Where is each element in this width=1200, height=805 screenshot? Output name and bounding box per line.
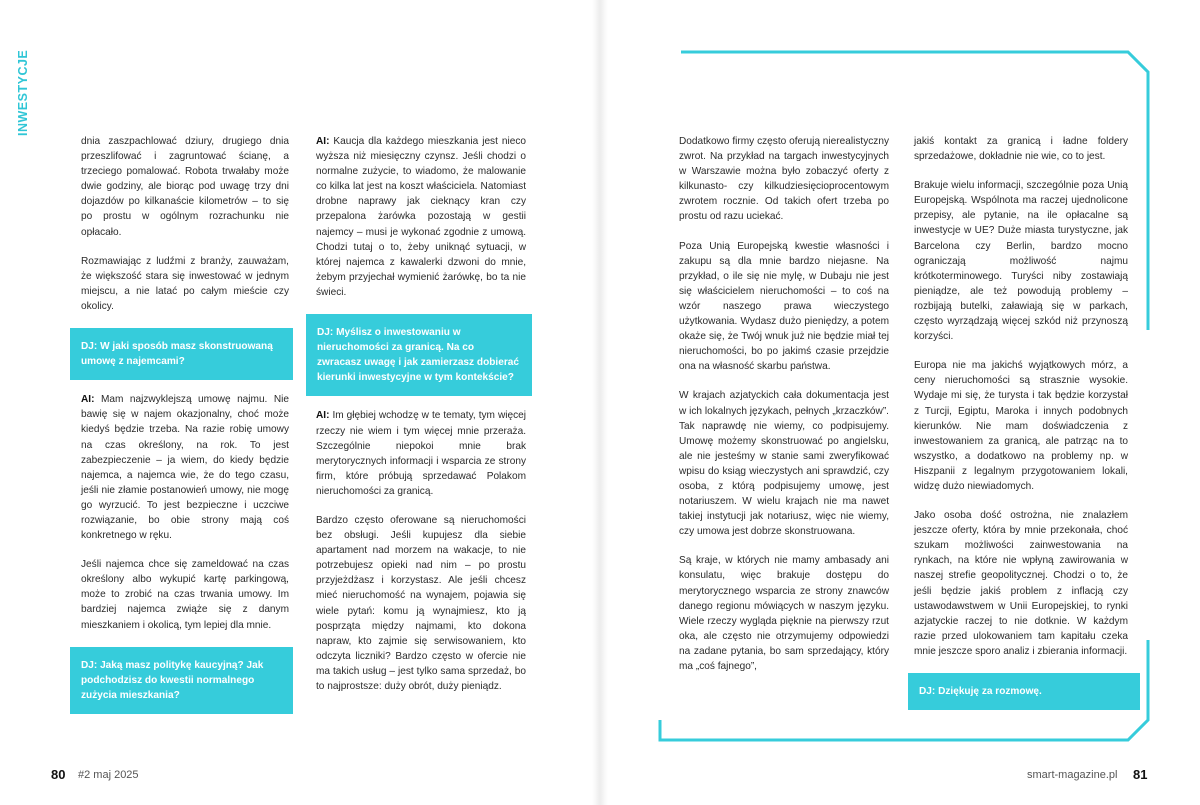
- answer-text: Kaucja dla każdego mieszkania jest nieco wyższa niż miesięczny czynsz. Jeśli chodzi o normalne zużycie, to wiadomo, że malowanie co kilka lat jest na koszt właściciela. Natomiast drobne naprawy jak cieknący kran czy przepalona żarówka pozostają w gestii najemcy – musi je wykonać zgodnie z umową. Chodzi tutaj o to, żeby uniknąć sytuacji, w której najemca z kawalerki dzwoni do mnie, żebym przyjechał wymienić żarówkę, bo ta nie świeci.: [316, 136, 526, 298]
- page-number-left: 80: [51, 767, 66, 782]
- paragraph: jakiś kontakt za granicą i ładne foldery sprzedażowe, dokładnie nie wie, co to jest.: [914, 136, 1128, 163]
- column-4: [914, 134, 1128, 722]
- question-box: DJ: Jaką masz politykę kaucyjną? Jak podchodzisz do kwestii normalnego zużycia mieszkania?: [70, 647, 293, 714]
- question-box: DJ: Dziękuję za rozmowę.: [908, 673, 1140, 710]
- section-label: INWESTYCJE: [16, 49, 30, 136]
- paragraph: Jako osoba dość ostrożna, nie znalazłem jeszcze oferty, która by mnie przekonała, choć szukam możliwości zainwestowania na rynkach, na które nie wpłyną zawirowania w naszej strefie geopolitycznej. Chodzi o to, że jeśli będzie jakiś problem z inflacją czy ustawodawstwem w Unii Europejskiej, to rynki azjatyckie raczej to nie dotknie. W każdym razie przed ulokowaniem tam kapitału czeka mnie jeszcze sporo analiz i zbierania informacji.: [914, 510, 1128, 657]
- answer-paragraph: [316, 408, 526, 499]
- question-box: DJ: W jaki sposób masz skonstruowaną umowę z najemcami?: [70, 328, 293, 380]
- question-box: DJ: Myślisz o inwestowaniu w nieruchomości za granicą. Na co zwracasz uwagę i jak zamierzasz dobierać kierunki inwestycyjne w tym kontekście?: [306, 314, 532, 396]
- speaker-label: AI:: [81, 394, 95, 406]
- column-1: [81, 134, 289, 726]
- page-number-right: 81: [1133, 767, 1148, 782]
- paragraph: Rozmawiając z ludźmi z branży, zauważam, że większość stara się inwestować w jednym miejscu, a nie latać po całym mieście czy okolicy.: [81, 255, 289, 312]
- speaker-label: AI:: [316, 410, 330, 422]
- paragraph: Poza Unią Europejską kwestie własności i zakupu są dla mnie bardzo niejasne. Na przykład, o ile się nie mylę, w Dubaju nie jest się właścicielem nieruchomości – to coś na wzór naszego prawa wieczystego użytkowania. Wydasz dużo pieniędzy, a potem okaże się, że Twój wnuk już nie będzie miał tej nieruchomości, bo po jakimś czasie przejdzie ona na własność skarbu państwa.: [679, 240, 889, 373]
- paragraph: Dodatkowo firmy często oferują nierealistyczny zwrot. Na przykład na targach inwestycyjnych w Warszawie można było zobaczyć oferty z kilkunasto- czy kilkudziesięcioprocentowym zwrotem rocznie. Od takich ofert trzeba po prostu od razu uciekać.: [679, 136, 889, 223]
- answer-text: Im głębiej wchodzę w te tematy, tym więcej rzeczy nie wiem i tym więcej mnie przeraża. Szczególnie niepokoi mnie brak merytorycznych informacji i wsparcia ze strony firm, które próbują sprzedawać Polakom nieruchomości za granicą.: [316, 410, 526, 497]
- paragraph: Bardzo często oferowane są nieruchomości bez obsługi. Jeśli kupujesz dla siebie apartament nad morzem na wakacje, to nie potrzebujesz opieki nad nim – po prostu przyjeżdżasz i korzystasz. Ale jeśli chcesz mieć nieruchomość na wynajem, pojawia się wiele pytań: komu ją wynajmiesz, kto ją posprząta między najmami, kto dokona napraw, kto zajmie się serwisowaniem, kto odczyta liczniki? Bardzo często w ofercie nie ma takich usług – jest tylko sama sprzedaż, bo to najprostsze: duży obrót, duży pieniądz.: [316, 514, 526, 692]
- column-2: [316, 134, 526, 708]
- column-3: [679, 134, 889, 688]
- answer-paragraph: [316, 134, 526, 300]
- paragraph: Jeśli najemca chce się zameldować na czas określony albo wykupić kartę parkingową, może to zrobić na czas trwania umowy. Im bardziej najemca zwiąże się z danym mieszkaniem i okolicą, tym lepiej dla mnie.: [81, 559, 289, 631]
- speaker-label: AI:: [316, 136, 330, 147]
- issue-label: #2 maj 2025: [78, 769, 139, 781]
- answer-paragraph: [81, 392, 289, 543]
- paragraph: Brakuje wielu informacji, szczególnie poza Unią Europejską. Wspólnota ma raczej ujednolicone przepisy, ale pytanie, na ile opłacalne są inwestycje w UE? Duże miasta turystyczne, jak Barcelona czy Berlin, bardzo mocno ograniczają możliwość najmu krótkoterminowego. Turyści niby zostawiają pieniądze, ale też powodują problemy – rozbijają butelki, załawiają się w parkach, często wyrządzają więcej szkód niż przynoszą korzyści.: [914, 180, 1128, 343]
- paragraph: Są kraje, w których nie mamy ambasady ani konsulatu, więc brakuje dostępu do merytorycznego wsparcia ze strony znawców danego regionu mówiących w naszym języku. Wiele rzeczy wygląda pięknie na pierwszy rzut oka, ale często nie otrzymujemy odpowiedzi na zadane pytania, bo sam sprzedający, który ma „coś fajnego”,: [679, 555, 889, 672]
- paragraph: W krajach azjatyckich cała dokumentacja jest w ich lokalnych językach, pełnych „krzaczków”. Tak naprawdę nie wiemy, co podpisujemy. Umowę możemy skonstruować po angielsku, ale nie jesteśmy w stanie sami zweryfikować wpisu do ksiąg wieczystych ani sprawdzić, czy osoba, z którą podpisujemy umowę, jest notariuszem. W wielu krajach nie ma nawet takiej instytucji jak notariusz, więc nie wiemy, czy umowa jest dobrze skonstruowana.: [679, 390, 889, 538]
- paragraph: dnia zaszpachlować dziury, drugiego dnia przeszlifować i zagruntować ścianę, a trzeciego pomalować. Robota trwałaby może dwie godziny, ale biorąc pod uwagę trzy dni dojazdów po kilkanaście kilometrów – to się po prostu w ogólnym rozrachunku nie opłacało.: [81, 136, 289, 238]
- answer-text: Mam najzwyklejszą umowę najmu. Nie bawię się w najem okazjonalny, choć może kiedyś będzie trzeba. Na razie robię umowy na czas określony, na rok. To jest zabezpieczenie – ja wiem, do kiedy będzie najemca, a najemca wie, że do tego czasu, jeśli nie złamie postanowień umowy, nie mogę go wyrzucić. To jest bezpieczne i uczciwe rozwiązanie, bo obie strony mają coś konkretnego w ręku.: [81, 394, 289, 542]
- site-url[interactable]: smart-magazine.pl: [1027, 769, 1118, 781]
- paragraph: Europa nie ma jakichś wyjątkowych mórz, a ceny nieruchomości są strasznie wysokie. Wydaje mi się, że turysta i tak będzie korzystał z Turcji, Egiptu, Maroka i innych podobnych kierunków. Nie mam doświadczenia z inwestowaniem za granicą, ale patrząc na to wszystko, a dodatkowo na problemy np. w Hiszpanii z legalnym przygotowaniem lokali, widzę dużo niewiadomych.: [914, 360, 1128, 492]
